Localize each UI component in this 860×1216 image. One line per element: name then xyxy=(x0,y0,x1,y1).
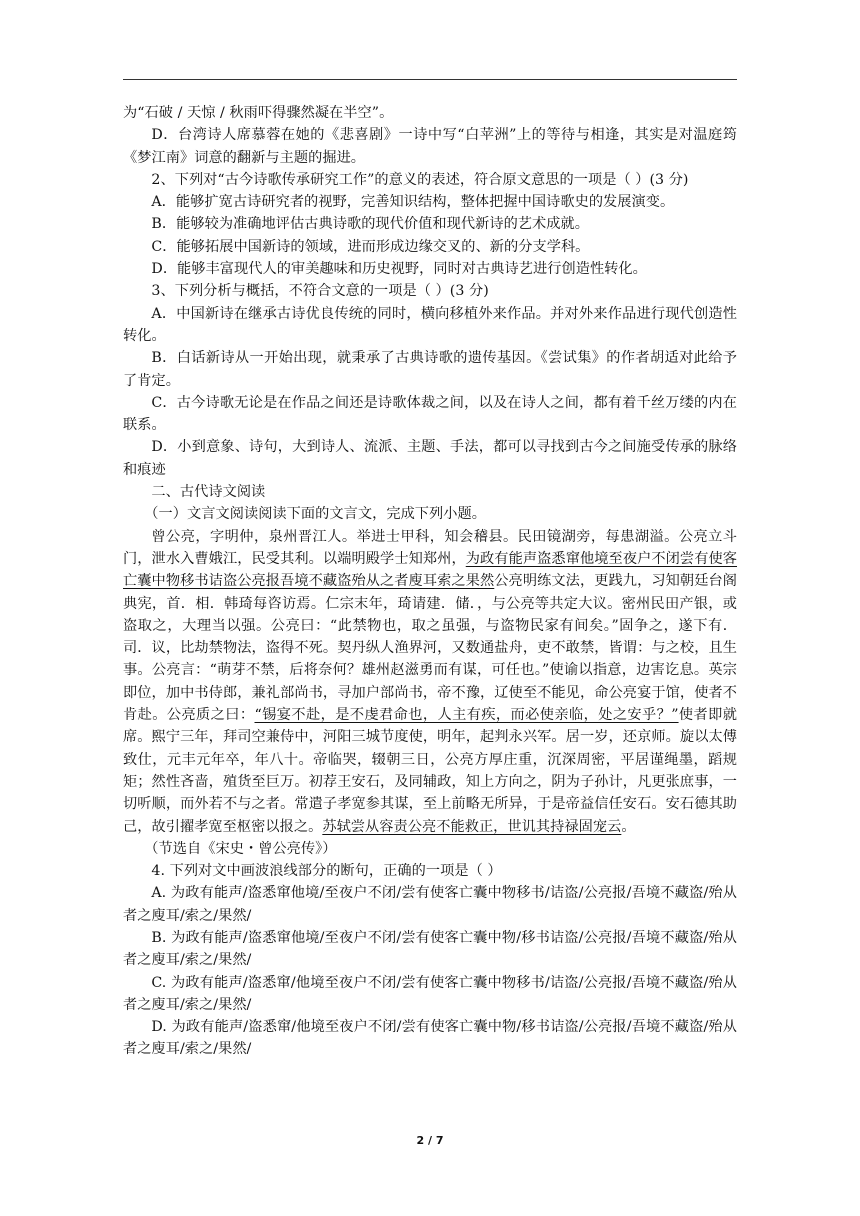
passage-text: 曾公亮，字明仲，泉州晋江人。举进士甲科，知会稽县。民田镜湖旁，每患湖溢。公亮立斗门，泄水入曹娥江，民受其利。以端明殿学士知郑州， xyxy=(123,528,737,567)
header-rule xyxy=(123,79,737,80)
section-heading: 二、古代诗文阅读 xyxy=(151,484,266,501)
question-3-option-c: C．古今诗歌无论是在作品之间还是诗歌体裁之间，以及在诗人之间，都有着千丝万缕的内在联系。 xyxy=(123,394,737,434)
question-2: 2、下列对“古今诗歌传承研究工作”的意义的表述，符合原文意思的一项是（ ）(3 分) xyxy=(151,171,689,188)
option-d-prev: D．台湾诗人席慕蓉在她的《悲喜剧》一诗中写“白苹洲”上的等待与相逢，其实是对温庭筠《梦江南》词意的翻新与主题的掘进。 xyxy=(123,127,737,166)
question-2-option-c: C．能够拓展中国新诗的领域，进而形成边缘交叉的、新的分支学科。 xyxy=(151,238,590,255)
text-line: 为“石破 / 天惊 / 秋雨吓得骤然凝在半空”。 xyxy=(123,105,394,121)
passage-text: 。 xyxy=(621,818,636,835)
question-4-option-d: D. 为政有能声/盗悉窜/他境至夜户不闭/尝有使客亡囊中物/移书诘盗/公亮报/吾境不藏盗/殆从者之廋耳/索之/果然/ xyxy=(123,1019,737,1058)
classical-passage xyxy=(123,526,737,838)
question-4-option-c: C. 为政有能声/盗悉窜/他境至夜户不闭/尝有使客亡囊中物移书/诘盗/公亮报/吾境不藏盗/殆从者之廋耳/索之/果然/ xyxy=(123,974,737,1013)
question-2-option-b: B．能够较为准确地评估古典诗歌的现代价值和现代新诗的艺术成就。 xyxy=(151,216,589,233)
wavy-underlined-sentence: 为政有能声盗悉窜他境至夜户不闭尝有使客亡囊中物移书诘盗公亮报吾境不藏盗殆从之者廋耳索之果然 xyxy=(123,550,738,590)
question-3-option-b: B．白话新诗从一开始出现，就秉承了古典诗歌的遗传基因。《尝试集》的作者胡适对此给予了肯定。 xyxy=(123,350,737,389)
question-2-option-a: A．能够扩宽古诗研究者的视野，完善知识结构，整体把握中国诗歌史的发展演变。 xyxy=(151,194,675,211)
question-3: 3、下列分析与概括，不符合文意的一项是（ ）(3 分) xyxy=(151,283,489,300)
question-4-option-b: B. 为政有能声/盗悉窜他境/至夜户不闭/尝有使客亡囊中物/移书诘盗/公亮报/吾境不藏盗/殆从者之廋耳/索之/果然/ xyxy=(123,929,737,969)
question-4: 4. 下列对文中画波浪线部分的断句，正确的一项是（ ） xyxy=(151,863,502,880)
question-2-option-d: D．能够丰富现代人的审美趣味和历史视野，同时对古典诗艺进行创造性转化。 xyxy=(151,261,647,278)
passage-text: 使者即就席。熙宁三年，拜司空兼侍中，河阳三城节度使，明年，起判永兴军。居一岁，还京师。旋以太傅致仕，元丰元年卒，年八十。帝临哭，辍朝三日，公亮方厚庄重，沉深周密，平居谨绳墨，蹈规矩；然性吝啬，殖货至巨万。初荐王安石，及同辅政，知上方向之，阴为子孙计，凡更张庶事，一切听顺，而外若不与之者。常遣子孝宽参其谋，至上前略无所异，于是帝益信任安石。安石德其助己，故引擢孝宽至枢密以报之。 xyxy=(123,707,738,835)
subsection-heading: （一）文言文阅读阅读下面的文言文，完成下列小题。 xyxy=(144,506,486,523)
passage-source: （节选自《宋史・曾公亮传》） xyxy=(144,840,337,857)
underlined-sentence: 苏轼尝从容责公亮不能救正，世讥其持禄固宠云 xyxy=(322,818,622,835)
question-3-option-a: A．中国新诗在继承古诗优良传统的同时，横向移植外来作品。并对外来作品进行现代创造性转化。 xyxy=(123,305,737,344)
page-content xyxy=(123,102,737,1061)
question-4-option-a: A. 为政有能声/盗悉窜他境/至夜户不闭/尝有使客亡囊中物移书/诘盗/公亮报/吾境不藏盗/殆从者之廋耳/索之/果然/ xyxy=(123,885,737,924)
underlined-sentence: “锡宴不赴，是不虔君命也，人主有疾，而必使亲临，处之安乎？” xyxy=(254,707,679,724)
question-3-option-d: D．小到意象、诗句，大到诗人、流派、主题、手法，都可以寻找到古今之间施受传承的脉络和痕迹 xyxy=(123,439,737,478)
page-number: 2 / 7 xyxy=(416,1134,444,1147)
passage-text: 公亮明练文法，更践九，习知朝廷台阁典宪，首．相．韩琦每咨访焉。仁宗末年，琦请建．储．，与公亮等共定大议。密州民田产银，或盗取之，大理当以强。公亮曰：“此禁物也，取之虽强，与盗物民家有间矣。”固争之，遂下有．司．议，比劫禁物法，盗得不死。契丹纵人渔界河，又数通盐舟，吏不敢禁，皆谓：与之校，且生事。公亮言：“萌芽不禁，后将奈何？雄州赵滋勇而有谋，可任也。”使谕以指意，边害讫息。英宗即位，加中书侍郎，兼礼部尚书，寻加户部尚书，帝不豫，辽使至不能见，命公亮宴于馆，使者不肯赴。公亮质之曰： xyxy=(123,573,737,724)
